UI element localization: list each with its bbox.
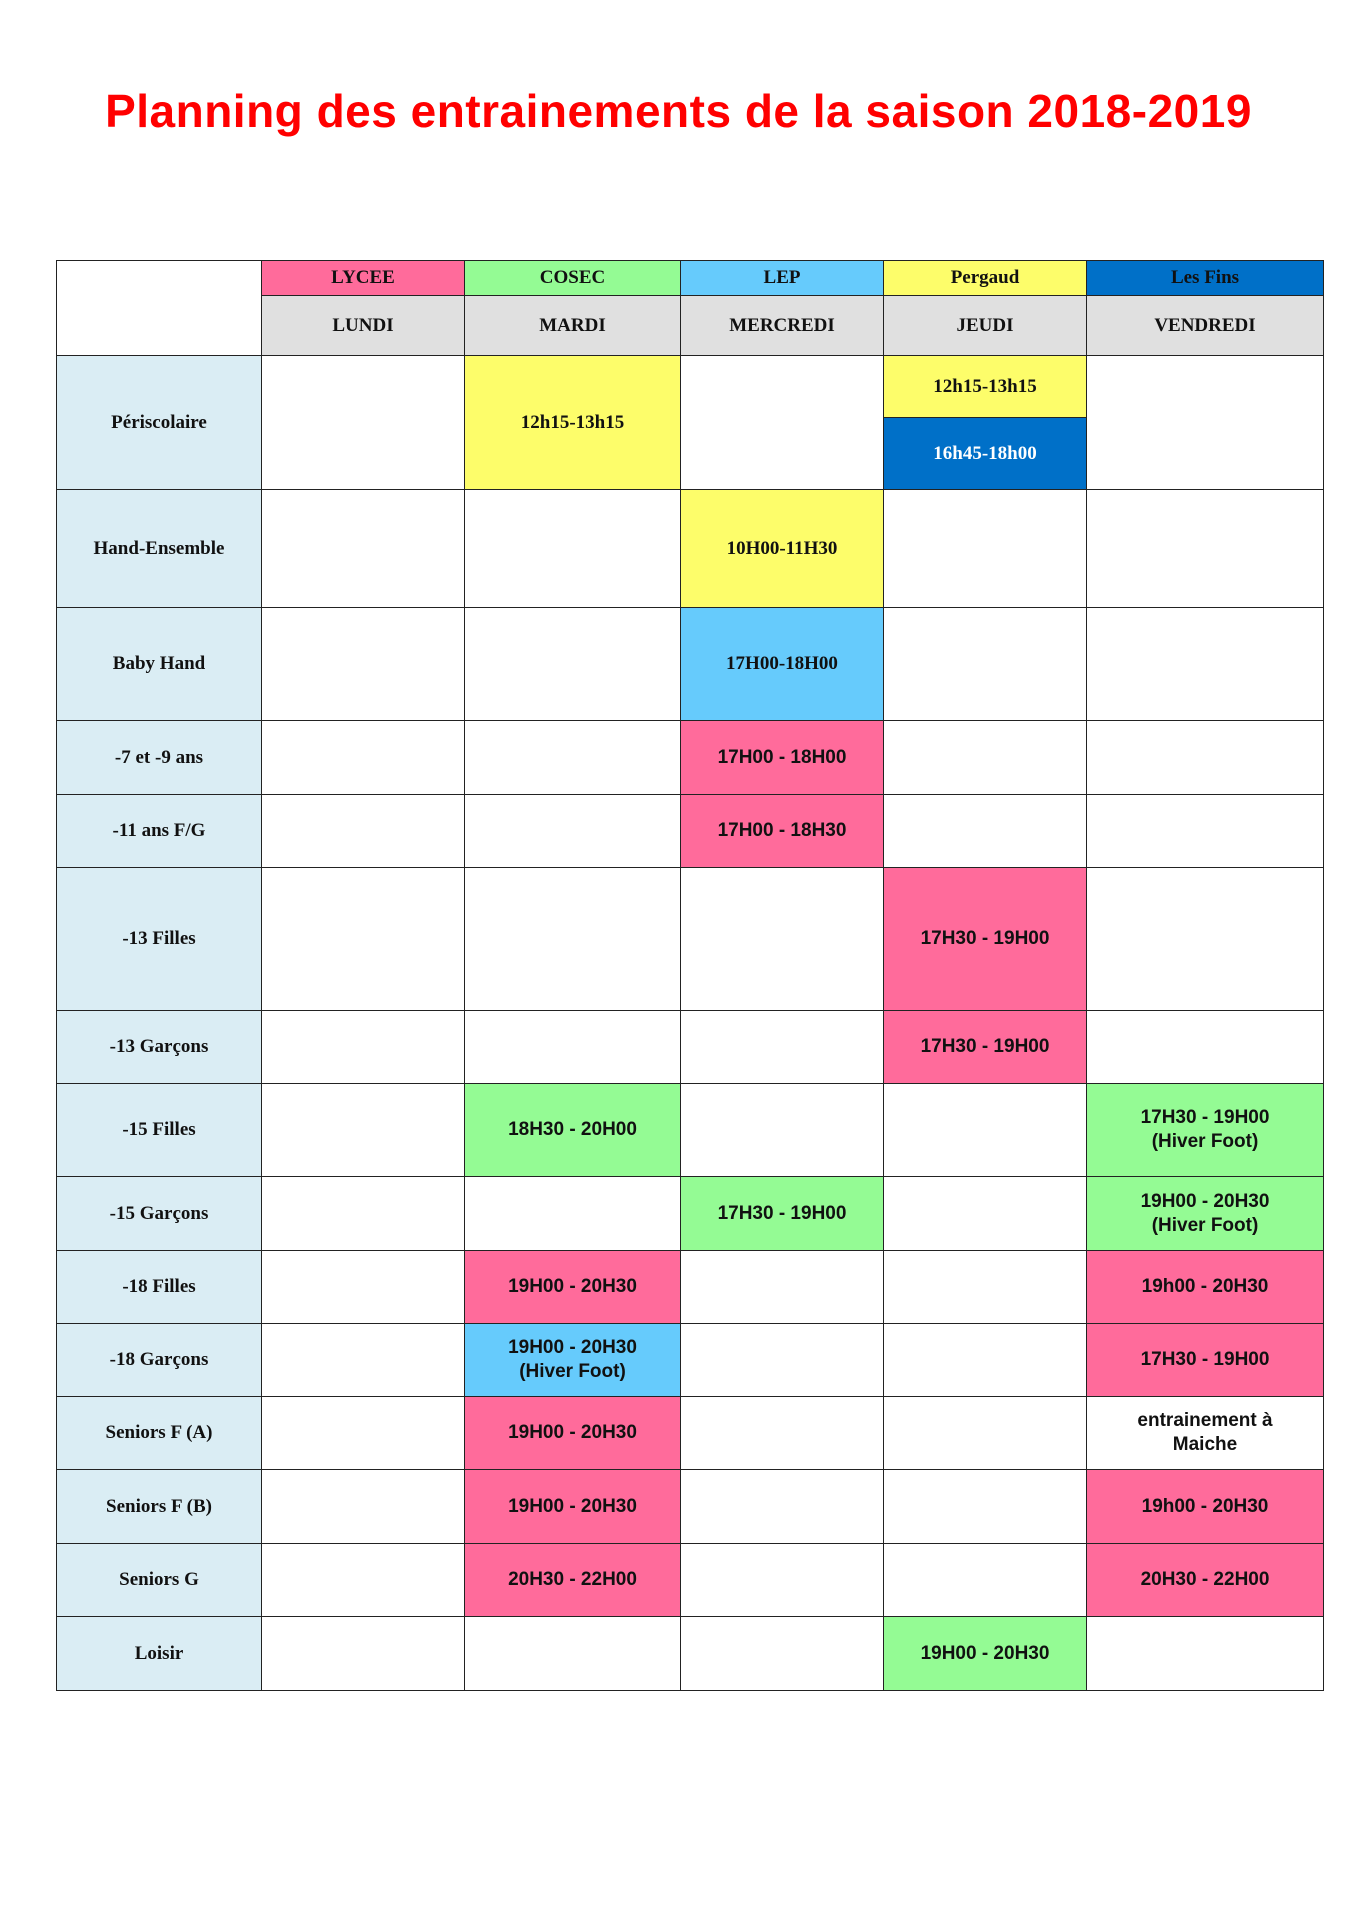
row-label: -18 Filles [57, 1251, 262, 1324]
row-label: -15 Garçons [57, 1177, 262, 1251]
slot-jeudi: 17H30 - 19H00 [884, 868, 1087, 1011]
slot-mercredi [681, 868, 884, 1011]
slot-vendredi [1087, 490, 1324, 608]
row-label: Seniors G [57, 1544, 262, 1617]
slot-mardi [465, 490, 681, 608]
row-label: Hand-Ensemble [57, 490, 262, 608]
slot-lundi [262, 356, 465, 490]
row-18-filles [57, 1251, 1324, 1324]
slot-vendredi: 17H30 - 19H00 [1087, 1324, 1324, 1397]
day-jeudi: JEUDI [884, 296, 1087, 356]
slot-lundi [262, 608, 465, 721]
row-seniors-f-a [57, 1397, 1324, 1470]
row-label: -18 Garçons [57, 1324, 262, 1397]
slot-lundi [262, 795, 465, 868]
venue-cosec: COSEC [465, 261, 681, 296]
slot-mercredi: 17H30 - 19H00 [681, 1177, 884, 1251]
venue-row [57, 261, 1324, 296]
row-periscolaire [57, 356, 1324, 418]
slot-vendredi [1087, 356, 1324, 490]
row-label: Loisir [57, 1617, 262, 1691]
slot-vendredi: entrainement à Maiche [1087, 1397, 1324, 1470]
row-18-garcons [57, 1324, 1324, 1397]
slot-mardi [465, 795, 681, 868]
slot-mercredi [681, 1617, 884, 1691]
slot-mercredi [681, 1544, 884, 1617]
slot-mardi: 20H30 - 22H00 [465, 1544, 681, 1617]
slot-jeudi [884, 1177, 1087, 1251]
slot-mercredi [681, 356, 884, 490]
slot-lundi [262, 868, 465, 1011]
slot-lundi [262, 490, 465, 608]
day-mercredi: MERCREDI [681, 296, 884, 356]
slot-mercredi [681, 1397, 884, 1470]
row-15-filles [57, 1084, 1324, 1177]
slot-mardi: 19H00 - 20H30 (Hiver Foot) [465, 1324, 681, 1397]
slot-mardi [465, 1177, 681, 1251]
slot-mercredi: 10H00-11H30 [681, 490, 884, 608]
row-13-filles [57, 868, 1324, 1011]
slot-mercredi [681, 1011, 884, 1084]
slot-jeudi [884, 1470, 1087, 1544]
slot-mardi: 18H30 - 20H00 [465, 1084, 681, 1177]
slot-mercredi [681, 1324, 884, 1397]
row-label: -15 Filles [57, 1084, 262, 1177]
slot-lundi [262, 721, 465, 795]
slot-vendredi: 17H30 - 19H00 (Hiver Foot) [1087, 1084, 1324, 1177]
corner-cell [57, 261, 262, 356]
row-15-garcons [57, 1177, 1324, 1251]
slot-mardi: 12h15-13h15 [465, 356, 681, 490]
slot-lundi [262, 1397, 465, 1470]
slot-jeudi [884, 1544, 1087, 1617]
slot-vendredi [1087, 868, 1324, 1011]
slot-jeudi [884, 721, 1087, 795]
slot-vendredi [1087, 1011, 1324, 1084]
slot-jeudi: 19H00 - 20H30 [884, 1617, 1087, 1691]
slot-vendredi [1087, 795, 1324, 868]
slot-vendredi: 20H30 - 22H00 [1087, 1544, 1324, 1617]
slot-jeudi [884, 490, 1087, 608]
slot-lundi [262, 1251, 465, 1324]
row-label: -11 ans F/G [57, 795, 262, 868]
day-vendredi: VENDREDI [1087, 296, 1324, 356]
slot-lundi [262, 1084, 465, 1177]
slot-jeudi [884, 1084, 1087, 1177]
slot-lundi [262, 1544, 465, 1617]
slot-lundi [262, 1617, 465, 1691]
row-hand-ensemble [57, 490, 1324, 608]
slot-jeudi-1: 12h15-13h15 [884, 356, 1087, 418]
venue-lycee: LYCEE [262, 261, 465, 296]
row-seniors-g [57, 1544, 1324, 1617]
row-label: Baby Hand [57, 608, 262, 721]
venue-lep: LEP [681, 261, 884, 296]
slot-mardi: 19H00 - 20H30 [465, 1397, 681, 1470]
row-seniors-f-b [57, 1470, 1324, 1544]
day-lundi: LUNDI [262, 296, 465, 356]
slot-mardi [465, 1617, 681, 1691]
row-label: Seniors F (B) [57, 1470, 262, 1544]
slot-mardi [465, 608, 681, 721]
slot-mercredi [681, 1470, 884, 1544]
slot-mardi: 19H00 - 20H30 [465, 1470, 681, 1544]
row-11-ans [57, 795, 1324, 868]
slot-vendredi [1087, 1617, 1324, 1691]
slot-vendredi: 19h00 - 20H30 [1087, 1470, 1324, 1544]
page-title: Planning des entrainements de la saison 2018-2019 [105, 85, 1252, 137]
slot-mercredi: 17H00 - 18H00 [681, 721, 884, 795]
slot-lundi [262, 1470, 465, 1544]
row-label: -13 Garçons [57, 1011, 262, 1084]
slot-vendredi: 19H00 - 20H30 (Hiver Foot) [1087, 1177, 1324, 1251]
venue-les-fins: Les Fins [1087, 261, 1324, 296]
row-label: Seniors F (A) [57, 1397, 262, 1470]
slot-lundi [262, 1177, 465, 1251]
row-baby-hand [57, 608, 1324, 721]
row-13-garcons [57, 1011, 1324, 1084]
slot-jeudi [884, 795, 1087, 868]
slot-jeudi: 17H30 - 19H00 [884, 1011, 1087, 1084]
slot-jeudi [884, 1397, 1087, 1470]
slot-lundi [262, 1011, 465, 1084]
slot-jeudi [884, 1251, 1087, 1324]
slot-jeudi [884, 608, 1087, 721]
slot-mardi [465, 1011, 681, 1084]
slot-vendredi: 19h00 - 20H30 [1087, 1251, 1324, 1324]
row-label: -7 et -9 ans [57, 721, 262, 795]
slot-jeudi-2: 16h45-18h00 [884, 418, 1087, 490]
row-label: -13 Filles [57, 868, 262, 1011]
slot-mercredi: 17H00-18H00 [681, 608, 884, 721]
slot-lundi [262, 1324, 465, 1397]
slot-vendredi [1087, 721, 1324, 795]
slot-mardi [465, 868, 681, 1011]
venue-pergaud: Pergaud [884, 261, 1087, 296]
row-7-9-ans [57, 721, 1324, 795]
slot-mercredi [681, 1084, 884, 1177]
slot-mardi: 19H00 - 20H30 [465, 1251, 681, 1324]
day-mardi: MARDI [465, 296, 681, 356]
row-loisir [57, 1617, 1324, 1691]
slot-mardi [465, 721, 681, 795]
slot-mercredi: 17H00 - 18H30 [681, 795, 884, 868]
row-label: Périscolaire [57, 356, 262, 490]
slot-vendredi [1087, 608, 1324, 721]
training-schedule-table [56, 260, 1324, 1691]
slot-mercredi [681, 1251, 884, 1324]
slot-jeudi [884, 1324, 1087, 1397]
